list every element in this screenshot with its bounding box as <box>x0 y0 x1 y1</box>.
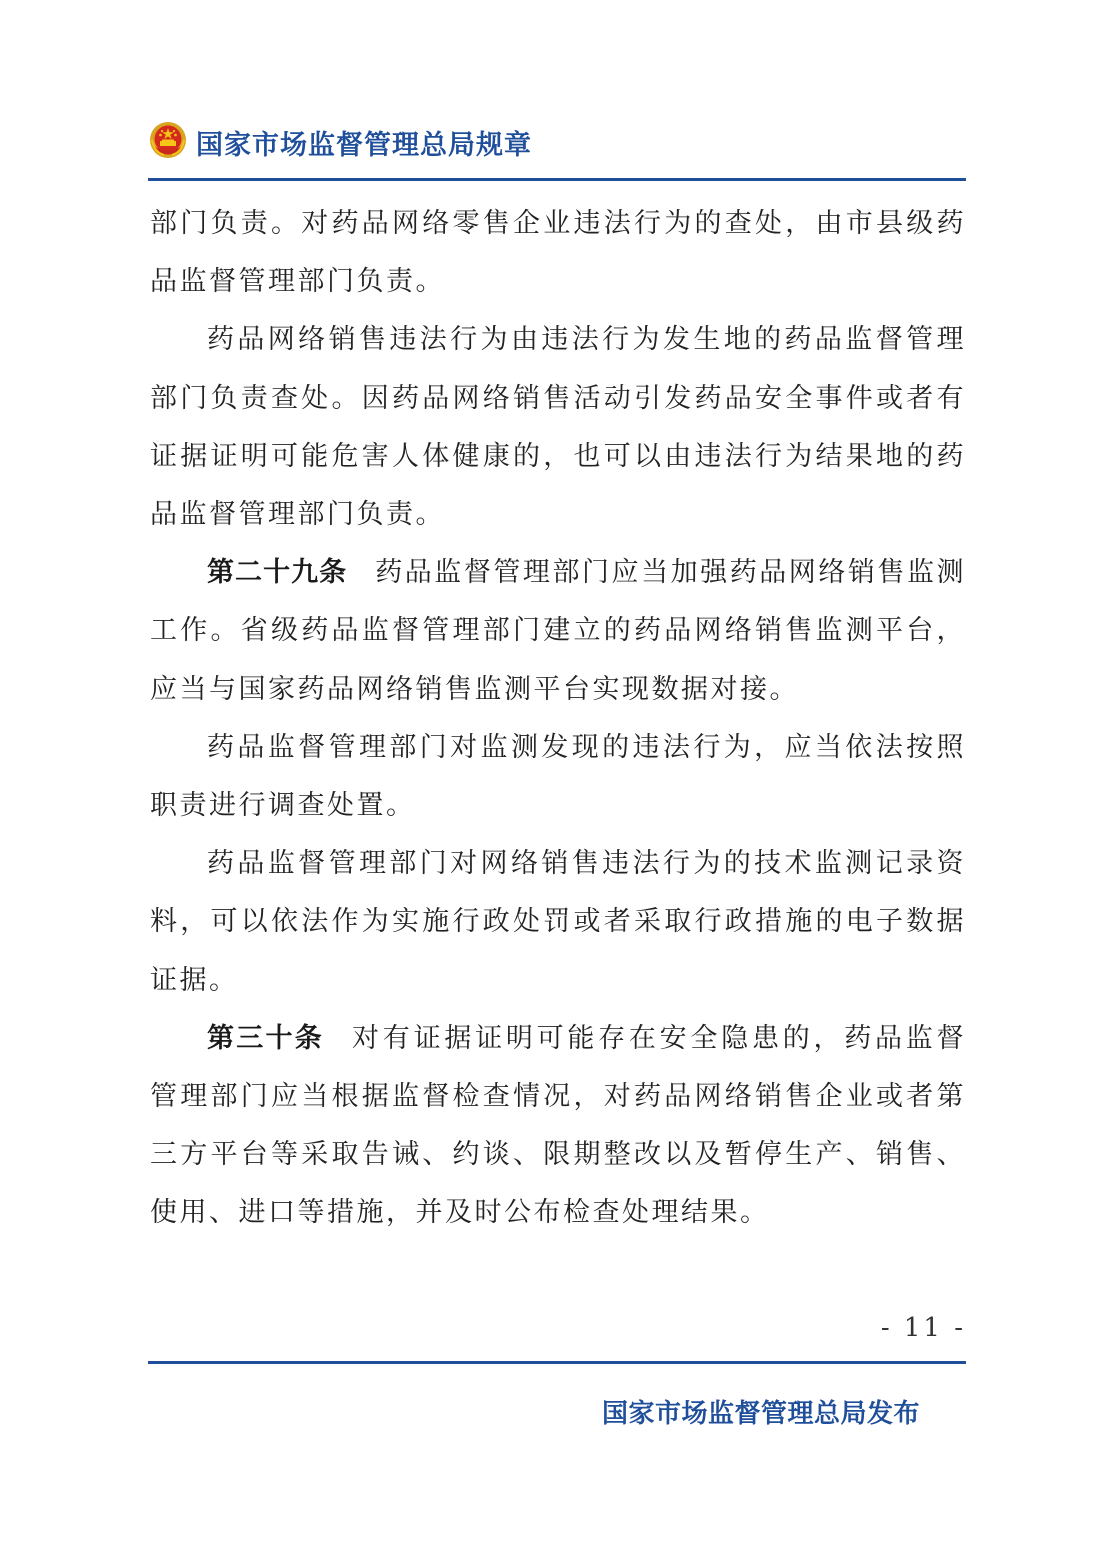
header-title: 国家市场监督管理总局规章 <box>196 130 532 161</box>
article-title: 第二十九条 <box>207 557 348 589</box>
page-number: - 11 - <box>880 1313 966 1343</box>
article-title: 第三十条 <box>207 1022 325 1054</box>
paragraph-text: 药品监督管理部门对监测发现的违法行为，应当依法按照职责进行调查处置。 <box>150 731 966 822</box>
paragraph-text: 药品监督管理部门对网络销售违法行为的技术监测记录资料，可以依法作为实施行政处罚或者采取行政措施的电子数据证据。 <box>150 848 966 996</box>
document-body <box>150 195 966 1243</box>
footer-publisher: 国家市场监督管理总局发布 <box>601 1399 920 1429</box>
national-emblem-icon <box>148 120 188 160</box>
paragraph <box>150 311 966 544</box>
article-paragraph <box>150 1010 966 1243</box>
paragraph-text: 部门负责。对药品网络零售企业违法行为的查处，由市县级药品监督管理部门负责。 <box>150 208 966 298</box>
header-divider <box>148 178 966 181</box>
document-header <box>148 118 966 168</box>
paragraph <box>150 719 966 835</box>
paragraph <box>150 835 966 1010</box>
paragraph-text: 药品监督管理部门应当加强药品网络销售监测工作。省级药品监督管理部门建立的药品网络销售监测平台，应当与国家药品网络销售监测平台实现数据对接。 <box>150 557 967 705</box>
paragraph <box>150 195 966 311</box>
paragraph-text: 对有证据证明可能存在安全隐患的，药品监督管理部门应当根据监督检查情况，对药品网络销售企业或者第三方平台等采取告诫、约谈、限期整改以及暂停生产、销售、使用、进口等措施，并及时公布检查处理结果。 <box>150 1022 967 1229</box>
article-paragraph <box>150 544 966 719</box>
paragraph-text: 药品网络销售违法行为由违法行为发生地的药品监督管理部门负责查处。因药品网络销售活动引发药品安全事件或者有证据证明可能危害人体健康的，也可以由违法行为结果地的药品监督管理部门负责。 <box>150 324 966 531</box>
footer-divider <box>148 1361 966 1364</box>
